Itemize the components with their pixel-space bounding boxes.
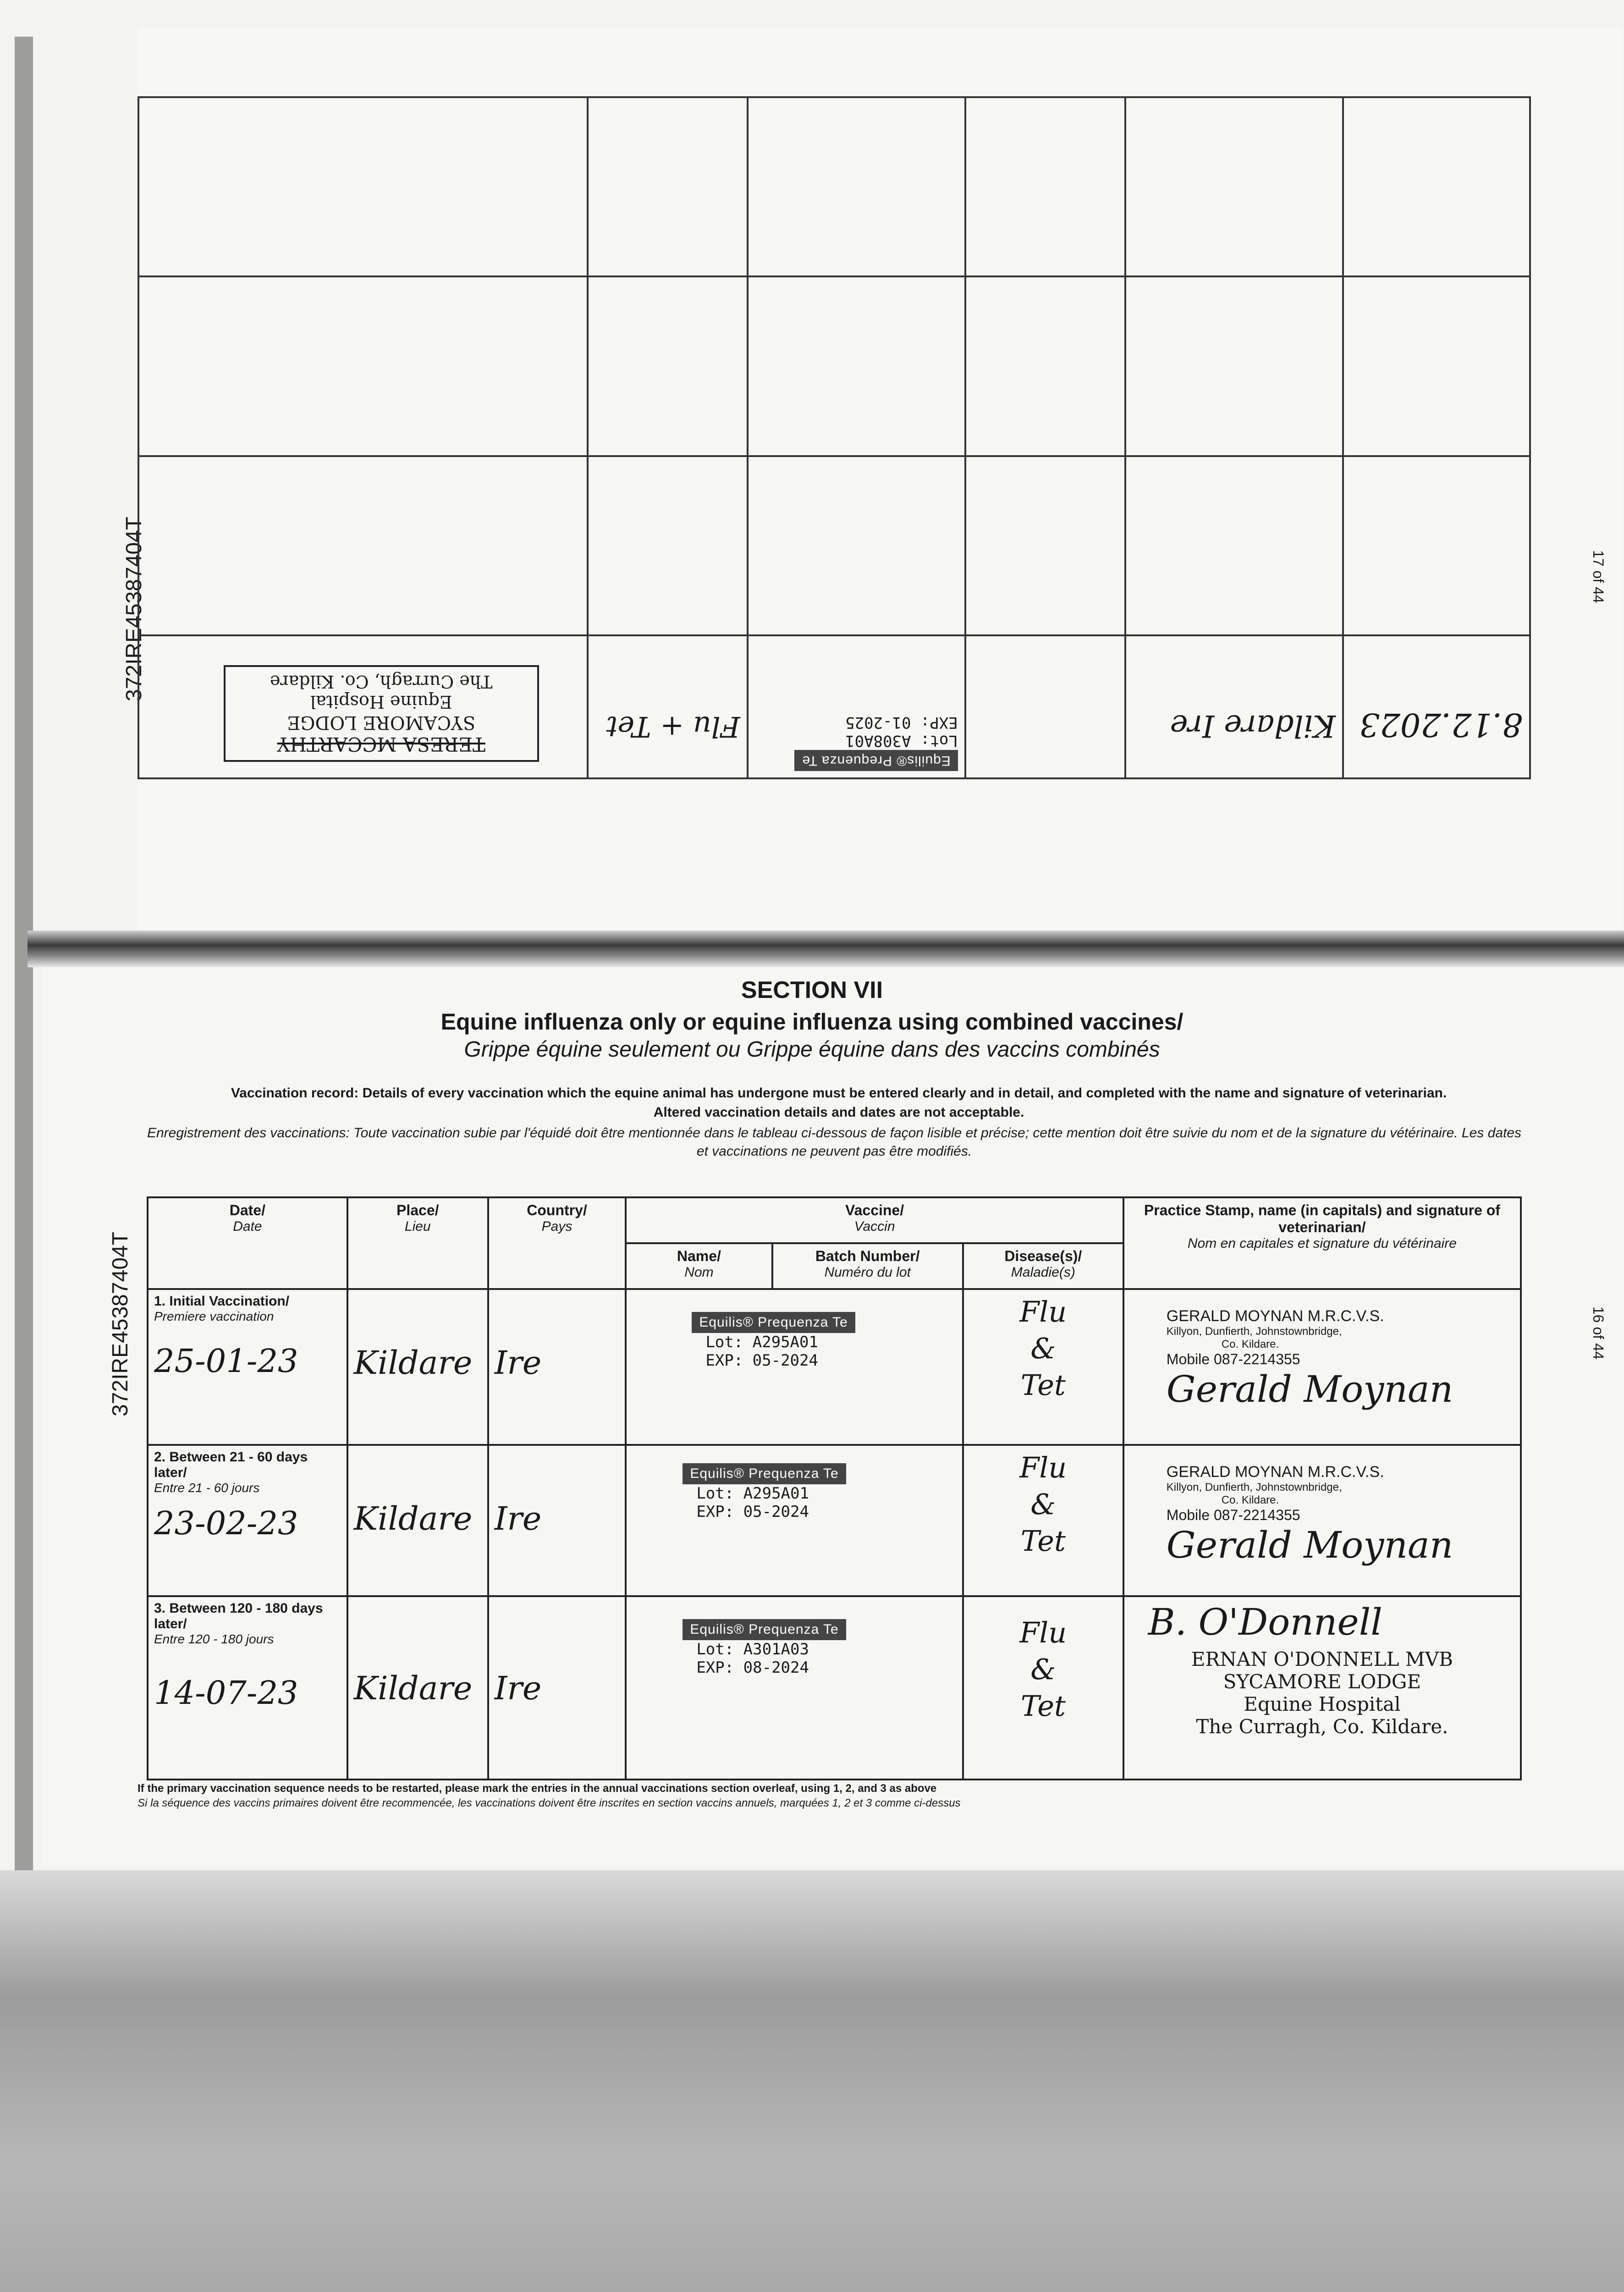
place-cell: Kildare (347, 1289, 488, 1445)
date-value: 14-07-23 (154, 1674, 298, 1712)
vaccine-sticker: Equilis® Prequenza Te Lot: A295A01 EXP: 05-2024 (683, 1463, 956, 1521)
header-practice-stamp: Practice Stamp, name (in capitals) and signature of veterinarian/ Nom en capitales et signature du vétérinaire (1123, 1197, 1521, 1289)
date-value: 25-01-23 (154, 1342, 298, 1380)
section-title: SECTION VII (741, 977, 883, 1003)
top-date: 8.12.2023 (1359, 706, 1523, 744)
country-cell: Ire (488, 1289, 626, 1445)
heading-french: Grippe équine seulement ou Grippe équine dans des vaccins combinés (464, 1037, 1160, 1062)
top-disease: Flu + Tet (606, 710, 740, 744)
practice-stamp-cell: GERALD MOYNAN M.R.C.V.S. Killyon, Dunfierth, Johnstownbridge, Co. Kildare. Mobile 087-2214355 Gerald Moynan (1123, 1445, 1521, 1596)
date-value: 23-02-23 (154, 1504, 298, 1542)
date-cell: 3. Between 120 - 180 days later/ Entre 120 - 180 jours 14-07-23 (148, 1596, 347, 1780)
top-stamp-hospital: Equine Hospital (310, 692, 452, 712)
top-lot: Lot: A308A01 (845, 732, 958, 750)
top-disease-cell (588, 635, 748, 778)
date-cell: 2. Between 21 - 60 days later/ Entre 21 - 60 jours 23-02-23 (148, 1445, 347, 1596)
place-cell: Kildare (347, 1596, 488, 1780)
header-country: Country/ Pays (488, 1197, 626, 1289)
disease-cell: Flu & Tet (963, 1289, 1123, 1445)
header-batch: Batch Number/ Numéro du lot (772, 1243, 963, 1289)
header-place: Place/ Lieu (347, 1197, 488, 1289)
table-row (148, 1596, 1521, 1780)
instruction-french: Enregistrement des vaccinations: Toute vaccination subie par l'équidé doit être mentionnée dans le tableau ci-dessous de façon lisible et précise; cette mention doit être suivie du nom et de la signature du vétérinaire. Les dates et vaccinations ne peuvent pas être modifiés. (147, 1125, 1522, 1159)
vaccine-cell (626, 1445, 963, 1596)
instruction-english: Vaccination record: Details of every vaccination which the equine animal has undergone must be entered clearly and in detail, and completed with the name and signature of veterinarian. (231, 1085, 1447, 1101)
disease-cell: Flu & Tet (963, 1445, 1123, 1596)
header-name: Name/ Nom (626, 1243, 772, 1289)
top-vaccine-cell (748, 635, 965, 778)
vaccine-cell (626, 1596, 963, 1780)
top-date-cell (1343, 635, 1530, 778)
top-stamp-lodge: SYCAMORE LODGE (287, 712, 476, 733)
header-vaccine: Vaccine/ Vaccin (626, 1197, 1123, 1243)
page-number: 16 of 44 (1590, 1306, 1607, 1360)
page-id: 372IRE45387404T (108, 1232, 132, 1416)
signature: Gerald Moynan (1166, 1524, 1453, 1566)
page-fold-shadow (28, 931, 1624, 967)
top-place: Kildare Ire (1170, 708, 1336, 744)
practice-stamp: ERNAN O'DONNELL MVB SYCAMORE LODGE Equine Hospital The Curragh, Co. Kildare. (1191, 1648, 1453, 1738)
footnote-french: Si la séquence des vaccins primaires doivent être recommencée, les vaccinations doivent être inscrites en section vaccins annuels, marquées 1, 2 et 3 comme ci-dessus (138, 1797, 961, 1809)
footnote-english: If the primary vaccination sequence needs to be restarted, please mark the entries in the annual vaccinations section overleaf, using 1, 2, and 3 as above (138, 1782, 937, 1795)
top-stamp-address: The Curragh, Co. Kildare (270, 672, 493, 692)
top-country-cell (965, 635, 1125, 778)
disease-cell: Flu & Tet (963, 1596, 1123, 1780)
header-date: Date/ Date (148, 1197, 347, 1289)
top-page-id: 372IRE4538740​4T (122, 517, 146, 701)
header-disease: Disease(s)/ Maladie(s) (963, 1243, 1123, 1289)
vaccine-cell (626, 1289, 963, 1445)
date-cell: 1. Initial Vaccination/ Premiere vaccination 25-01-23 (148, 1289, 347, 1445)
scanner-bed (0, 1870, 1624, 2292)
top-vaccine-label: Equilis® Prequenza Te (794, 750, 958, 771)
top-exp: EXP: 01-2025 (845, 713, 958, 732)
instruction-english-2: Altered vaccination details and dates are not acceptable. (653, 1105, 1024, 1120)
place-cell: Kildare (347, 1445, 488, 1596)
heading-english: Equine influenza only or equine influenza using combined vaccines/ (440, 1009, 1184, 1035)
top-stamp-cell (138, 635, 588, 778)
vaccination-table (147, 1196, 1522, 1780)
top-vaccination-table (138, 96, 1531, 779)
practice-stamp-cell (1123, 1596, 1521, 1780)
vaccine-sticker: Equilis® Prequenza Te Lot: A295A01 EXP: 05-2024 (692, 1312, 956, 1370)
practice-stamp-cell: GERALD MOYNAN M.R.C.V.S. Killyon, Dunfierth, Johnstownbridge, Co. Kildare. Mobile 087-2214355 Gerald Moynan (1123, 1289, 1521, 1445)
top-practice-stamp (224, 665, 539, 762)
top-page-number: 17 of 44 (1590, 550, 1607, 603)
signature: Gerald Moynan (1166, 1368, 1453, 1410)
vaccine-sticker: Equilis® Prequenza Te Lot: A301A03 EXP: 08-2024 (683, 1619, 956, 1677)
table-row (148, 1445, 1521, 1596)
country-cell: Ire (488, 1445, 626, 1596)
table-row (148, 1289, 1521, 1445)
signature: B. O'Donnell (1148, 1601, 1382, 1643)
top-stamp-name: TERESA MCCARTHY (277, 733, 485, 755)
country-cell: Ire (488, 1596, 626, 1780)
top-place-cell (1125, 635, 1343, 778)
